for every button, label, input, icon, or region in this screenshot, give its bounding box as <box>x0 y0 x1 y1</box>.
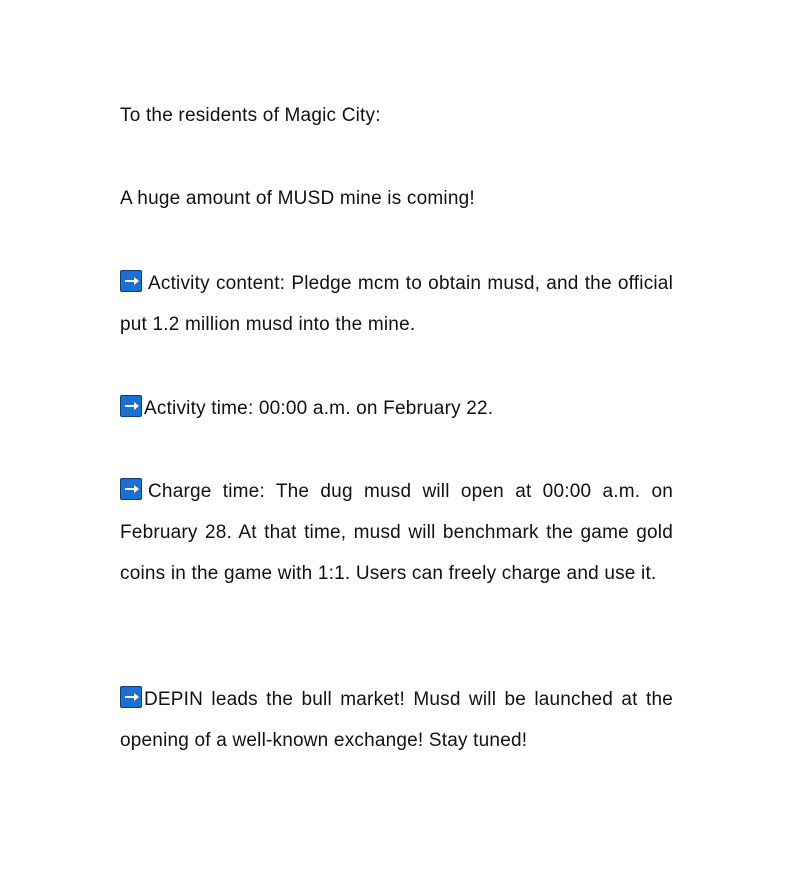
greeting-text: To the residents of Magic City: <box>120 105 381 126</box>
right-arrow-icon <box>120 478 142 500</box>
right-arrow-icon <box>120 686 142 708</box>
list-item-text: DEPIN leads the bull market! Musd will be launched at the opening of a well-known exchange! Stay tuned! <box>120 689 673 751</box>
list-item-text: Charge time: The dug musd will open at 00:00 a.m. on February 28. At that time, musd will benchmark the game gold coins in the game with 1:1. Users can freely charge and use it. <box>120 481 673 584</box>
right-arrow-icon <box>120 270 142 292</box>
list-item-text: Activity content: Pledge mcm to obtain musd, and the official put 1.2 million musd into the mine. <box>120 273 673 335</box>
list-item-activity-time <box>120 388 673 429</box>
list-item-activity-content <box>120 263 673 345</box>
headline-line <box>120 178 673 219</box>
list-item-depin <box>120 679 673 761</box>
right-arrow-icon <box>120 395 142 417</box>
list-item-text: Activity time: 00:00 a.m. on February 22. <box>144 398 494 419</box>
headline-text: A huge amount of MUSD mine is coming! <box>120 188 475 209</box>
list-item-charge-time <box>120 471 673 594</box>
greeting-line <box>120 95 673 136</box>
